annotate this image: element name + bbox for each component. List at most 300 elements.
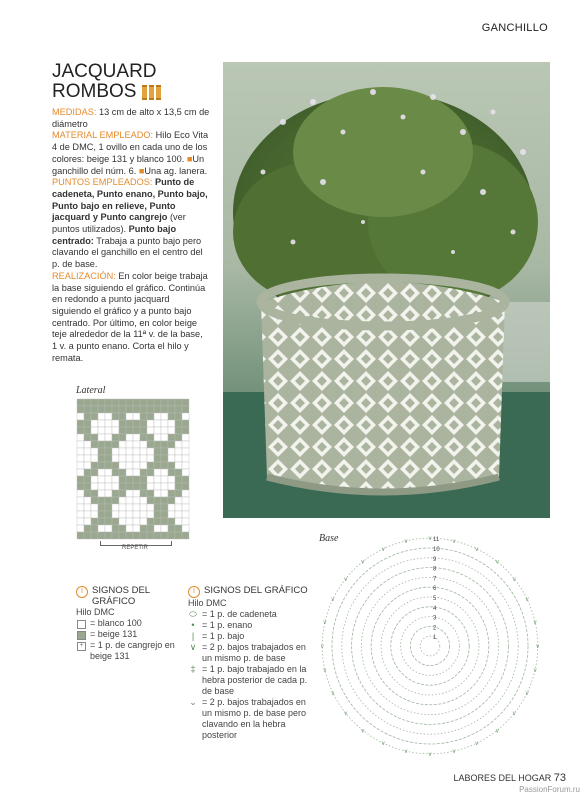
chart-cell bbox=[126, 420, 133, 427]
chart-cell bbox=[105, 504, 112, 511]
chart-cell bbox=[147, 413, 154, 420]
chart-cell bbox=[147, 441, 154, 448]
chart-cell bbox=[84, 532, 91, 539]
chart-cell bbox=[175, 504, 182, 511]
chart-cell bbox=[98, 483, 105, 490]
stitch-mark: v bbox=[404, 538, 408, 545]
legend-title: SIGNOS DEL GRÁFICO bbox=[92, 585, 150, 607]
chart-cell bbox=[91, 518, 98, 525]
chart-cell bbox=[91, 490, 98, 497]
chart-cell bbox=[98, 399, 105, 406]
chart-cell bbox=[161, 441, 168, 448]
chart-cell bbox=[91, 455, 98, 462]
chart-cell bbox=[112, 413, 119, 420]
chart-cell bbox=[168, 518, 175, 525]
chart-cell bbox=[77, 462, 84, 469]
chart-cell bbox=[126, 525, 133, 532]
chart-cell bbox=[133, 420, 140, 427]
beige-swatch-icon bbox=[77, 631, 86, 640]
chart-cell bbox=[168, 448, 175, 455]
chart-cell bbox=[91, 525, 98, 532]
chart-cell bbox=[154, 399, 161, 406]
chart-cell bbox=[133, 469, 140, 476]
chart-cell bbox=[112, 525, 119, 532]
round-number: 3 bbox=[433, 615, 437, 622]
legend-colors bbox=[76, 585, 186, 662]
chart-cell bbox=[175, 399, 182, 406]
chart-cell bbox=[91, 420, 98, 427]
chart-cell bbox=[84, 434, 91, 441]
chart-cell bbox=[154, 427, 161, 434]
chart-cell bbox=[175, 413, 182, 420]
chart-cell bbox=[182, 462, 189, 469]
chart-cell bbox=[154, 497, 161, 504]
chart-cell bbox=[147, 434, 154, 441]
chart-cell bbox=[98, 420, 105, 427]
chart-cell bbox=[84, 469, 91, 476]
instructions-text: MEDIDAS: 13 cm de alto x 13,5 cm de diámetro MATERIAL EMPLEADO: Hilo Eco Vita 4 de DMC, 1 ovillo en cada uno de los colores: beige 131 y blanco 100. ■Un ganchillo del núm. 6. ■Una ag. lanera. PUNTOS EMPLEADOS: Punto de cadeneta, Punto enano, Punto bajo, Punto bajo en relieve, Punto jacquard y Punto cangrejo (ver puntos utilizados). Punto bajo centrado: Trabaja a punto bajo pero clavando el ganchillo en el centro del p. de base. REALIZACIÓN: En color beige trabaja la base siguiendo el gráfico. Continúa en redondo a punto jacquard siguiendo el gráfico y a punto bajo centrado. Por último, en color beige teje alrededor de la 11ª v. de la base, 1 v. a punto enano. Corta el hilo y remata. bbox=[52, 107, 210, 363]
chart-cell bbox=[119, 455, 126, 462]
base-round bbox=[352, 568, 509, 725]
chart-cell bbox=[105, 427, 112, 434]
stitch-mark: v bbox=[381, 546, 385, 553]
chart-cell bbox=[126, 434, 133, 441]
chart-cell bbox=[154, 483, 161, 490]
chart-cell bbox=[168, 504, 175, 511]
stitch-mark: v bbox=[361, 728, 365, 735]
chart-cell bbox=[77, 532, 84, 539]
chart-cell bbox=[168, 413, 175, 420]
chart-cell bbox=[91, 469, 98, 476]
chart-cell bbox=[77, 469, 84, 476]
legend-title: SIGNOS DEL GRÁFICO bbox=[204, 585, 308, 596]
realizacion-label: REALIZACIÓN: bbox=[52, 270, 116, 281]
chart-cell bbox=[98, 511, 105, 518]
chart-cell bbox=[112, 420, 119, 427]
legend-item: = beige 131 bbox=[76, 629, 186, 640]
chart-cell bbox=[105, 483, 112, 490]
chart-cell bbox=[147, 462, 154, 469]
chart-cell bbox=[84, 448, 91, 455]
chart-cell bbox=[105, 525, 112, 532]
chart-cell bbox=[133, 476, 140, 483]
chart-cell bbox=[91, 497, 98, 504]
chart-cell bbox=[175, 406, 182, 413]
chart-cell bbox=[91, 483, 98, 490]
chart-cell bbox=[98, 441, 105, 448]
chart-cell bbox=[154, 406, 161, 413]
chart-cell bbox=[140, 413, 147, 420]
chart-cell bbox=[126, 441, 133, 448]
bullet-icon: ■ bbox=[138, 165, 145, 176]
chart-cell bbox=[84, 455, 91, 462]
chart-cell bbox=[84, 399, 91, 406]
stitch-mark: v bbox=[452, 749, 456, 756]
chart-cell bbox=[154, 525, 161, 532]
chart-cell bbox=[126, 518, 133, 525]
chart-cell bbox=[112, 455, 119, 462]
base-chart bbox=[314, 530, 546, 762]
chart-cell bbox=[105, 462, 112, 469]
medidas-label: MEDIDAS: bbox=[52, 107, 97, 117]
legend-item: ⬭ = 1 p. de cadeneta bbox=[189, 609, 277, 619]
page-footer bbox=[454, 772, 566, 784]
chart-cell bbox=[77, 441, 84, 448]
chart-cell bbox=[168, 483, 175, 490]
chart-cell bbox=[91, 399, 98, 406]
legend-item: + = 1 p. de cangrejo en beige 131 bbox=[76, 640, 186, 662]
chart-cell bbox=[175, 420, 182, 427]
chart-cell bbox=[126, 455, 133, 462]
chart-cell bbox=[161, 511, 168, 518]
chart-cell bbox=[112, 532, 119, 539]
stitch-mark: v bbox=[475, 546, 479, 553]
chart-cell bbox=[133, 511, 140, 518]
chart-cell bbox=[105, 497, 112, 504]
chart-cell bbox=[154, 455, 161, 462]
chart-cell bbox=[91, 441, 98, 448]
chart-cell bbox=[175, 532, 182, 539]
chart-cell bbox=[105, 532, 112, 539]
difficulty-spools-icon bbox=[142, 85, 161, 100]
base-round bbox=[401, 617, 460, 676]
chart-cell bbox=[84, 483, 91, 490]
chart-cell bbox=[182, 441, 189, 448]
chart-cell bbox=[119, 413, 126, 420]
chart-cell bbox=[175, 511, 182, 518]
stitch-mark: v bbox=[512, 576, 516, 583]
chart-cell bbox=[140, 434, 147, 441]
chart-cell bbox=[140, 406, 147, 413]
chart-cell bbox=[91, 511, 98, 518]
chart-cell bbox=[84, 441, 91, 448]
chart-cell bbox=[133, 490, 140, 497]
chart-cell bbox=[84, 406, 91, 413]
chart-cell bbox=[168, 511, 175, 518]
chart-cell bbox=[161, 469, 168, 476]
single-crochet-icon: | bbox=[191, 631, 195, 641]
chart-cell bbox=[91, 434, 98, 441]
stitch-mark: v bbox=[533, 620, 537, 627]
chart-cell bbox=[140, 441, 147, 448]
round-number: 7 bbox=[433, 576, 437, 583]
chart-cell bbox=[133, 448, 140, 455]
chart-cell bbox=[147, 427, 154, 434]
stitch-mark: v bbox=[533, 667, 537, 674]
chart-cell bbox=[182, 448, 189, 455]
chart-cell bbox=[98, 525, 105, 532]
chart-cell bbox=[105, 448, 112, 455]
magazine-name: LABORES DEL HOGAR bbox=[453, 773, 552, 783]
chart-cell bbox=[133, 399, 140, 406]
chart-cell bbox=[140, 462, 147, 469]
base-round bbox=[371, 587, 489, 705]
chart-cell bbox=[154, 490, 161, 497]
chart-cell bbox=[126, 448, 133, 455]
chart-cell bbox=[147, 504, 154, 511]
chart-cell bbox=[182, 420, 189, 427]
chart-cell bbox=[84, 518, 91, 525]
chart-cell bbox=[168, 525, 175, 532]
chart-cell bbox=[98, 476, 105, 483]
chart-cell bbox=[133, 406, 140, 413]
chart-cell bbox=[91, 476, 98, 483]
chart-cell bbox=[182, 490, 189, 497]
chart-cell bbox=[98, 413, 105, 420]
chart-cell bbox=[168, 476, 175, 483]
chart-cell bbox=[175, 455, 182, 462]
round-number: 1 bbox=[433, 635, 437, 642]
slip-stitch-icon: • bbox=[191, 620, 195, 630]
chart-cell bbox=[161, 490, 168, 497]
chart-cell bbox=[182, 511, 189, 518]
chart-cell bbox=[105, 406, 112, 413]
pattern-title bbox=[52, 62, 161, 102]
chart-cell bbox=[133, 532, 140, 539]
base-round bbox=[342, 558, 518, 734]
product-photo bbox=[223, 62, 550, 518]
chart-cell bbox=[154, 434, 161, 441]
chart-cell bbox=[126, 413, 133, 420]
chart-cell bbox=[77, 518, 84, 525]
chart-cell bbox=[133, 434, 140, 441]
chain-stitch-icon: ⬭ bbox=[189, 609, 197, 619]
round-number: 11 bbox=[433, 537, 440, 544]
repeat-label: REPETIR bbox=[121, 545, 148, 551]
chart-cell bbox=[91, 504, 98, 511]
chart-cell bbox=[154, 448, 161, 455]
chart-cell bbox=[147, 497, 154, 504]
chart-cell bbox=[112, 476, 119, 483]
chart-cell bbox=[84, 462, 91, 469]
stitch-mark: v bbox=[344, 711, 348, 718]
chart-cell bbox=[182, 518, 189, 525]
chart-cell bbox=[112, 497, 119, 504]
chart-cell bbox=[140, 518, 147, 525]
chart-cell bbox=[133, 525, 140, 532]
stitch-mark: v bbox=[536, 644, 540, 650]
chart-cell bbox=[161, 476, 168, 483]
chart-cell bbox=[133, 441, 140, 448]
chart-cell bbox=[105, 476, 112, 483]
chart-cell bbox=[140, 511, 147, 518]
chart-cell bbox=[98, 490, 105, 497]
stitch-mark: v bbox=[428, 536, 432, 543]
chart-cell bbox=[105, 434, 112, 441]
chart-cell bbox=[168, 490, 175, 497]
chart-cell bbox=[77, 476, 84, 483]
chart-cell bbox=[112, 490, 119, 497]
stitch-mark: v bbox=[475, 741, 479, 748]
stitch-mark: v bbox=[495, 728, 499, 735]
chart-cell bbox=[91, 532, 98, 539]
chart-cell bbox=[154, 413, 161, 420]
chart-cell bbox=[133, 427, 140, 434]
round-number: 6 bbox=[433, 586, 437, 593]
base-round bbox=[410, 626, 449, 665]
chart-cell bbox=[126, 427, 133, 434]
chart-cell bbox=[147, 448, 154, 455]
chart-cell bbox=[168, 462, 175, 469]
chart-cell bbox=[175, 490, 182, 497]
chart-cell bbox=[84, 413, 91, 420]
stitch-mark: v bbox=[525, 597, 529, 604]
legend-item: • = 1 p. enano bbox=[188, 620, 314, 631]
chart-cell bbox=[105, 511, 112, 518]
chart-cell bbox=[77, 497, 84, 504]
chart-cell bbox=[182, 427, 189, 434]
legend-subtitle: Hilo DMC bbox=[76, 607, 115, 617]
section-label: GANCHILLO bbox=[481, 22, 548, 34]
increase-icon: ∨ bbox=[189, 642, 197, 652]
stitch-mark: v bbox=[495, 559, 499, 566]
chart-cell bbox=[126, 511, 133, 518]
chart-cell bbox=[161, 455, 168, 462]
chart-cell bbox=[147, 525, 154, 532]
chart-cell bbox=[161, 518, 168, 525]
chart-cell bbox=[77, 427, 84, 434]
chart-cell bbox=[175, 434, 182, 441]
chart-cell bbox=[140, 469, 147, 476]
chart-cell bbox=[168, 420, 175, 427]
chart-cell bbox=[119, 427, 126, 434]
base-round bbox=[420, 636, 440, 656]
stitch-mark: v bbox=[323, 620, 327, 627]
legend-stitches bbox=[188, 585, 314, 741]
chart-cell bbox=[147, 511, 154, 518]
chart-cell bbox=[105, 413, 112, 420]
chart-cell bbox=[119, 476, 126, 483]
chart-cell bbox=[112, 399, 119, 406]
chart-cell bbox=[161, 497, 168, 504]
chart-cell bbox=[175, 483, 182, 490]
legend-item: ⌄ = 2 p. bajos trabajados en un mismo p. de base pero clavando en la hebra posterior bbox=[189, 697, 307, 740]
chart-cell bbox=[84, 504, 91, 511]
chart-cell bbox=[182, 497, 189, 504]
chart-cell bbox=[91, 462, 98, 469]
chart-cell bbox=[161, 532, 168, 539]
chart-cell bbox=[140, 448, 147, 455]
back-loop-increase-icon: ⌄ bbox=[189, 697, 197, 707]
stitch-mark: v bbox=[381, 741, 385, 748]
chart-cell bbox=[182, 406, 189, 413]
chart-cell bbox=[98, 504, 105, 511]
chart-cell bbox=[119, 406, 126, 413]
chart-cell bbox=[119, 434, 126, 441]
white-swatch-icon bbox=[77, 620, 86, 629]
chart-cell bbox=[175, 469, 182, 476]
base-round bbox=[391, 607, 469, 685]
chart-cell bbox=[126, 483, 133, 490]
chart-cell bbox=[119, 448, 126, 455]
chart-cell bbox=[168, 532, 175, 539]
legend-item: ‡ = 1 p. bajo trabajado en la hebra posterior de cada p. de base bbox=[188, 664, 314, 697]
chart-cell bbox=[140, 476, 147, 483]
chart-cell bbox=[175, 427, 182, 434]
chart-cell bbox=[112, 441, 119, 448]
chart-cell bbox=[161, 420, 168, 427]
chart-cell bbox=[77, 399, 84, 406]
chart-cell bbox=[126, 490, 133, 497]
chart-cell bbox=[77, 420, 84, 427]
chart-cell bbox=[84, 525, 91, 532]
chart-cell bbox=[112, 427, 119, 434]
chart-cell bbox=[147, 532, 154, 539]
chart-cell bbox=[182, 504, 189, 511]
chart-cell bbox=[140, 532, 147, 539]
stitch-mark: v bbox=[331, 690, 335, 697]
chart-cell bbox=[119, 399, 126, 406]
chart-cell bbox=[84, 490, 91, 497]
chart-cell bbox=[168, 497, 175, 504]
legend-subtitle: Hilo DMC bbox=[188, 598, 227, 608]
chart-cell bbox=[133, 455, 140, 462]
chart-cell bbox=[77, 525, 84, 532]
stitch-mark: v bbox=[404, 749, 408, 756]
chart-cell bbox=[98, 434, 105, 441]
bullet-icon: ■ bbox=[186, 153, 193, 164]
chart-cell bbox=[161, 406, 168, 413]
chart-cell bbox=[154, 518, 161, 525]
chart-cell bbox=[119, 504, 126, 511]
chart-cell bbox=[168, 399, 175, 406]
info-icon: I bbox=[188, 586, 200, 598]
chart-cell bbox=[119, 420, 126, 427]
chart-cell bbox=[140, 455, 147, 462]
round-number: 8 bbox=[433, 566, 437, 573]
chart-cell bbox=[119, 490, 126, 497]
chart-cell bbox=[91, 427, 98, 434]
chart-cell bbox=[84, 497, 91, 504]
stitch-mark: v bbox=[361, 559, 365, 566]
round-number: 4 bbox=[433, 605, 437, 612]
chart-cell bbox=[147, 490, 154, 497]
stitch-mark: v bbox=[428, 751, 432, 758]
chart-cell bbox=[161, 399, 168, 406]
chart-cell bbox=[112, 462, 119, 469]
round-number: 5 bbox=[433, 596, 437, 602]
chart-cell bbox=[147, 518, 154, 525]
material-label: MATERIAL EMPLEADO: bbox=[52, 130, 154, 141]
chart-cell bbox=[147, 399, 154, 406]
page-number: 73 bbox=[553, 772, 566, 784]
chart-cell bbox=[161, 504, 168, 511]
chart-cell bbox=[147, 483, 154, 490]
chart-cell bbox=[126, 497, 133, 504]
chart-cell bbox=[168, 434, 175, 441]
chart-cell bbox=[105, 518, 112, 525]
chart-cell bbox=[77, 490, 84, 497]
chart-cell bbox=[182, 532, 189, 539]
chart-cell bbox=[112, 469, 119, 476]
chart-cell bbox=[119, 518, 126, 525]
chart-cell bbox=[105, 420, 112, 427]
chart-cell bbox=[105, 490, 112, 497]
chart-cell bbox=[161, 427, 168, 434]
chart-cell bbox=[98, 427, 105, 434]
chart-cell bbox=[77, 483, 84, 490]
chart-cell bbox=[175, 518, 182, 525]
chart-cell bbox=[140, 525, 147, 532]
stitch-mark: v bbox=[512, 711, 516, 718]
crab-stitch-icon: + bbox=[77, 642, 86, 651]
chart-cell bbox=[147, 455, 154, 462]
chart-cell bbox=[77, 511, 84, 518]
chart-cell bbox=[126, 406, 133, 413]
chart-cell bbox=[140, 399, 147, 406]
chart-cell bbox=[175, 525, 182, 532]
stitch-mark: v bbox=[344, 576, 348, 583]
